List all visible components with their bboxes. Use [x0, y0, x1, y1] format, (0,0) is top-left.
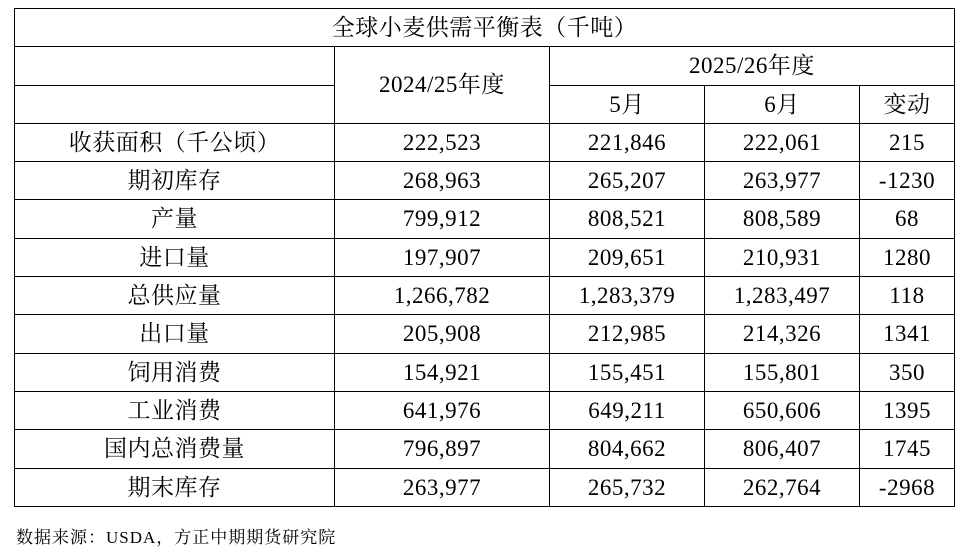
- row-label: 期初库存: [14, 162, 334, 200]
- row-label: 总供应量: [14, 277, 334, 315]
- sub-header-change: 变动: [859, 85, 954, 123]
- table-row: [14, 162, 954, 200]
- cell-june: 155,801: [704, 353, 859, 391]
- table-row: [14, 391, 954, 429]
- cell-may: 804,662: [549, 430, 704, 468]
- cell-june: 214,326: [704, 315, 859, 353]
- cell-may: 155,451: [549, 353, 704, 391]
- cell-may: 209,651: [549, 238, 704, 276]
- row-label: 国内总消费量: [14, 430, 334, 468]
- source-note: 数据来源：USDA，方正中期期货研究院: [16, 527, 337, 547]
- table-title-row: [14, 9, 954, 47]
- cell-june: 210,931: [704, 238, 859, 276]
- cell-change: 68: [859, 200, 954, 238]
- group-header-2025-26: 2025/26年度: [549, 47, 954, 85]
- cell-2024-25: 1,266,782: [334, 277, 549, 315]
- table-row: [14, 315, 954, 353]
- table-title: 全球小麦供需平衡表（千吨）: [14, 9, 954, 47]
- cell-change: -1230: [859, 162, 954, 200]
- group-header-2024-25: 2024/25年度: [334, 47, 549, 124]
- cell-change: 1280: [859, 238, 954, 276]
- cell-may: 1,283,379: [549, 277, 704, 315]
- cell-2024-25: 205,908: [334, 315, 549, 353]
- cell-change: 1341: [859, 315, 954, 353]
- cell-2024-25: 222,523: [334, 123, 549, 161]
- group-header-blank: [14, 47, 334, 85]
- row-label: 进口量: [14, 238, 334, 276]
- cell-change: 1395: [859, 391, 954, 429]
- cell-2024-25: 263,977: [334, 468, 549, 506]
- cell-2024-25: 197,907: [334, 238, 549, 276]
- row-label: 出口量: [14, 315, 334, 353]
- row-label: 收获面积（千公顷）: [14, 123, 334, 161]
- sub-header-blank: [14, 85, 334, 123]
- cell-may: 649,211: [549, 391, 704, 429]
- row-label: 工业消费: [14, 391, 334, 429]
- table-row: [14, 277, 954, 315]
- cell-change: 350: [859, 353, 954, 391]
- cell-may: 265,207: [549, 162, 704, 200]
- table-group-header-row: [14, 47, 954, 85]
- cell-2024-25: 154,921: [334, 353, 549, 391]
- cell-june: 650,606: [704, 391, 859, 429]
- cell-june: 262,764: [704, 468, 859, 506]
- cell-june: 808,589: [704, 200, 859, 238]
- cell-june: 806,407: [704, 430, 859, 468]
- cell-change: 215: [859, 123, 954, 161]
- table-row: [14, 200, 954, 238]
- table-row: [14, 468, 954, 506]
- table-row: [14, 123, 954, 161]
- row-label: 饲用消费: [14, 353, 334, 391]
- cell-may: 212,985: [549, 315, 704, 353]
- cell-2024-25: 799,912: [334, 200, 549, 238]
- table-row: [14, 238, 954, 276]
- table-row: [14, 353, 954, 391]
- row-label: 产量: [14, 200, 334, 238]
- cell-2024-25: 641,976: [334, 391, 549, 429]
- cell-may: 265,732: [549, 468, 704, 506]
- row-label: 期末库存: [14, 468, 334, 506]
- wheat-balance-table: [14, 8, 955, 507]
- cell-2024-25: 268,963: [334, 162, 549, 200]
- sub-header-june: 6月: [704, 85, 859, 123]
- cell-may: 221,846: [549, 123, 704, 161]
- cell-change: 118: [859, 277, 954, 315]
- cell-change: -2968: [859, 468, 954, 506]
- cell-june: 263,977: [704, 162, 859, 200]
- cell-may: 808,521: [549, 200, 704, 238]
- cell-june: 222,061: [704, 123, 859, 161]
- table-row: [14, 430, 954, 468]
- cell-june: 1,283,497: [704, 277, 859, 315]
- sub-header-may: 5月: [549, 85, 704, 123]
- cell-change: 1745: [859, 430, 954, 468]
- cell-2024-25: 796,897: [334, 430, 549, 468]
